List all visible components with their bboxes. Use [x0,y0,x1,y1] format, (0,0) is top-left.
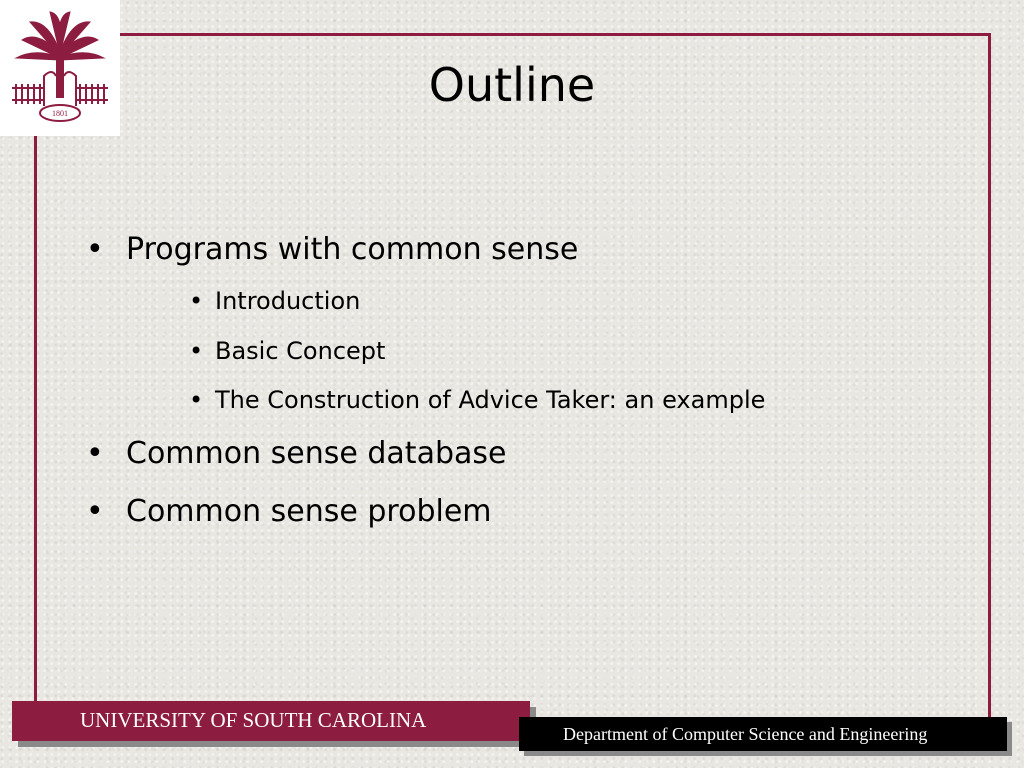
list-item-text: Programs with common sense [126,232,579,267]
list-item [189,386,765,414]
list-item [86,494,492,529]
list-item-text: The Construction of Advice Taker: an example [215,386,766,414]
bullet-icon: • [86,494,104,529]
list-item-text: Common sense database [126,436,507,471]
university-name: UNIVERSITY OF SOUTH CAROLINA [80,708,427,732]
list-item-text: Common sense problem [126,494,492,529]
bullet-icon: • [189,337,204,365]
bullet-icon: • [189,287,204,315]
slide-title: Outline [428,58,596,112]
department-banner [519,717,1007,751]
list-item [86,232,578,267]
list-item-text: Basic Concept [215,337,386,365]
logo-year: 1801 [52,109,68,118]
list-item [189,337,385,365]
bullet-icon: • [86,436,104,471]
university-name-banner [12,701,530,741]
list-item [189,287,360,315]
bullet-icon: • [189,386,204,414]
bullet-icon: • [86,232,104,267]
slide-border-frame [34,33,991,736]
list-item [86,436,506,471]
list-item-text: Introduction [215,287,361,315]
department-name: Department of Computer Science and Engineering [563,724,928,744]
